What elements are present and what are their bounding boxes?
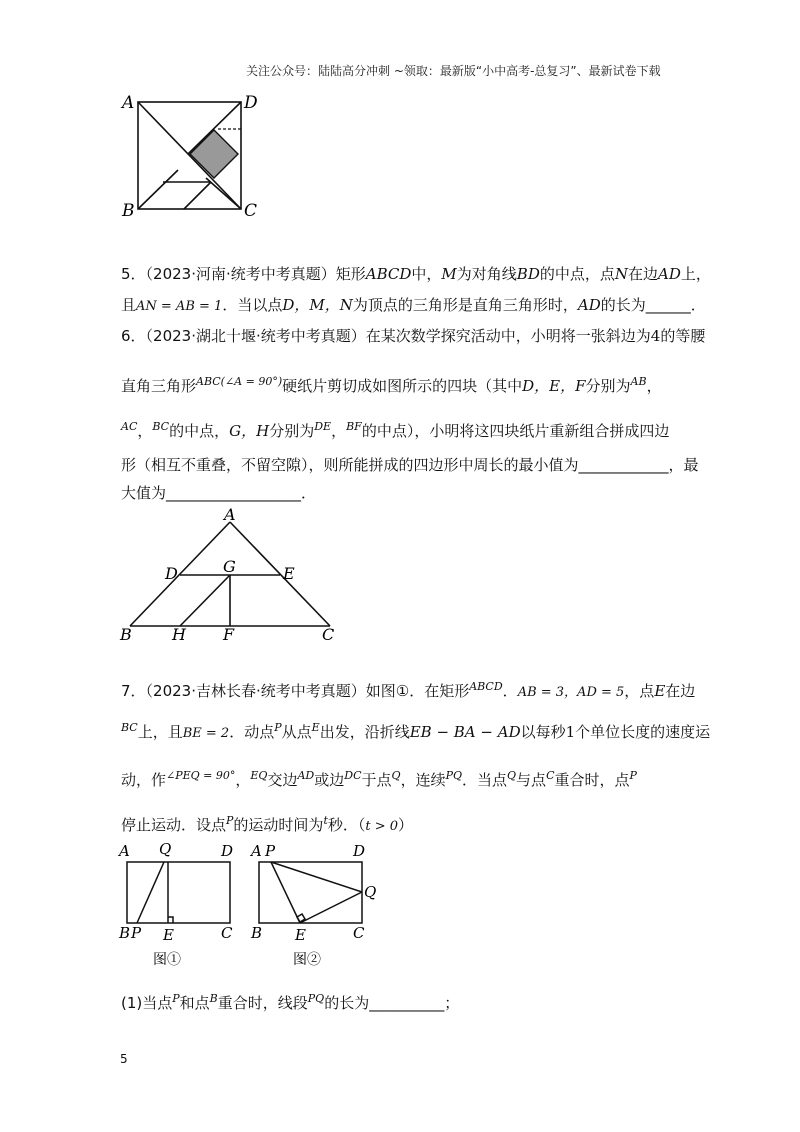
label-F: F [223,625,235,643]
caption-fig2: 图② [293,952,321,968]
label-C: C [322,625,335,643]
label-E: E [163,926,174,944]
q7-sub1: (1)当点$^P$和点$^B$重合时，线段$^{PQ}$的长为__________； [121,992,460,1012]
q7-line1: 7．（2023·吉林长春·统考中考真题）如图①．在矩形$^{ABCD}$．AB = 3，AD = 5，点E在边 [121,680,696,700]
figure-2 [247,840,382,970]
caption-fig1: 图① [153,952,181,968]
label-G: G [223,557,236,576]
page-header: 关注公众号：陆陆高分冲刺 ~领取：最新版“小中高考-总复习”、最新试卷下载 [246,64,661,78]
q7-line3: 动，作$^{\angle PEQ = 90^\circ}$，$^{EQ}$交边$^{AD}$或边$^{DC}$于点$^Q$，连续$^{PQ}$．当点$^Q$与点$^C$重合时，点$^P$ [121,769,637,789]
label-E: E [295,926,306,944]
label-B: B [251,924,263,942]
page-number: 5 [120,1052,128,1066]
label-H: H [172,625,186,643]
figure-square [118,92,268,222]
label-D: D [221,842,234,860]
label-B: B [122,201,135,221]
figure-1 [115,840,240,970]
label-D: D [165,564,178,583]
q6-line3: $^{AC}$，$^{BC}$的中点，G，H分别为$^{DE}$，$^{BF}$的中点），小明将这四块纸片重新组合拼成四边 [121,420,670,440]
figure-triangle [112,508,352,643]
label-C: C [244,201,258,221]
label-D: D [353,842,366,860]
label-A: A [119,842,130,860]
label-P: P [131,924,142,942]
label-E: E [283,564,295,583]
label-A: A [224,508,236,524]
q5-line1: 5．（2023·河南·统考中考真题）矩形ABCD中，M为对角线BD的中点，点N在边AD上， [121,265,711,283]
label-C: C [221,924,233,942]
label-D: D [244,93,258,113]
label-B: B [119,924,131,942]
q6-line2: 直角三角形$^{ABC(\angle A = 90^\circ)}$硬纸片剪切成如图所示的四块（其中D，E，F分别为$^{AB}$， [121,375,662,395]
label-A: A [251,842,262,860]
q7-line4: 停止运动．设点$^P$的运动时间为$^t$秒．（t > 0） [121,814,414,834]
label-A: A [122,93,135,113]
q6-line5: 大值为__________________． [121,484,317,502]
q7-line2: $^{BC}$上，且BE = 2．动点$^P$从点$^E$出发，沿折线EB − BA − AD以每秒1个单位长度的速度运 [121,721,711,741]
label-Q: Q [364,883,377,901]
q5-line2: 且AN = AB = 1．当以点D，M，N为顶点的三角形是直角三角形时，AD的长为______． [121,296,706,314]
shaded-square [190,130,238,178]
q6-line4: 形（相互不重叠，不留空隙），则所能拼成的四边形中周长的最小值为____________，最 [121,456,699,474]
q6-line1: 6．（2023·湖北十堰·统考中考真题）在某次数学探究活动中，小明将一张斜边为4的等腰 [121,327,706,345]
label-C: C [353,924,365,942]
label-P: P [265,842,276,860]
label-B: B [120,625,132,643]
label-Q: Q [159,840,172,858]
